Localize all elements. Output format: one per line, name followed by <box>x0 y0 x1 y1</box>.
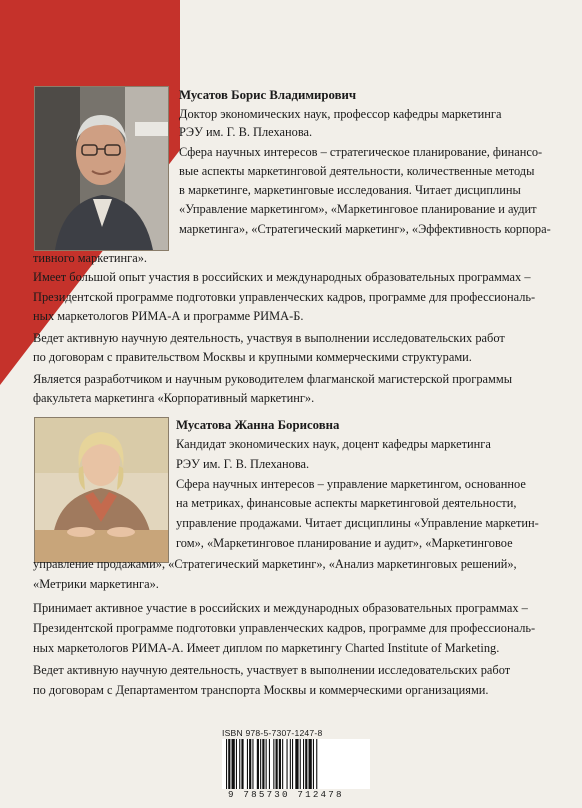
author2-bio-line: Ведет активную научную деятельность, участвует в выполнении исследовательских работ <box>33 663 511 677</box>
author1-bio-line: Имеет большой опыт участия в российских и международных образовательных программах – <box>33 270 531 284</box>
author2-bio-line: «Метрики маркетинга». <box>33 577 159 591</box>
author2-bio-line: Сфера научных интересов – управление маркетингом, основанное <box>176 477 526 491</box>
author2-name: Мусатова Жанна Борисовна <box>176 418 340 432</box>
author2-bio-line: Кандидат экономических наук, доцент кафедры маркетинга <box>176 437 491 451</box>
author1-bio-line: Сфера научных интересов – стратегическое планирование, финансо- <box>179 145 543 159</box>
author2-bio-line: управление продажами», «Стратегический маркетинг», «Анализ маркетинговых решений», <box>33 557 517 571</box>
author1-bio-line: «Управление маркетингом», «Маркетинговое планирование и аудит <box>179 202 537 216</box>
author1-bio-line: Доктор экономических наук, профессор кафедры маркетинга <box>179 107 502 121</box>
author1-bio-line: Президентской программе подготовки управленческих кадров, программе для профессиональ- <box>33 290 536 304</box>
isbn-barcode <box>222 728 370 800</box>
author1-bio-line: Ведет активную научную деятельность, участвуя в выполнении исследовательских работ <box>33 331 505 345</box>
barcode-number: 9 785730 712478 <box>228 789 344 800</box>
author1-name: Мусатов Борис Владимирович <box>179 88 357 102</box>
author2-bio-line: ных маркетологов РИМА-А. Имеет диплом по маркетингу Charted Institute of Marketing. <box>33 641 500 655</box>
author2-bio-line: управление продажами. Читает дисциплины «Управление маркетин- <box>176 516 539 530</box>
author1-bio-line: тивного маркетинга». <box>33 251 148 265</box>
barcode-bars <box>222 739 370 789</box>
author1-bio-line: Является разработчиком и научным руководителем флагманской магистерской программы <box>33 372 513 386</box>
isbn-label: ISBN 978-5-7307-1247-8 <box>222 728 323 738</box>
author1-bio-line: ных маркетологов РИМА-А и программе РИМА-Б. <box>33 309 304 323</box>
author1-bio-line: РЭУ им. Г. В. Плеханова. <box>179 125 313 139</box>
author2-bio-line: Принимает активное участие в российских и международных образовательных программах – <box>33 601 528 615</box>
author1-bio-line: факультета маркетинга «Корпоративный маркетинг». <box>33 391 315 405</box>
author1-bio-line: в маркетинге, маркетинговые исследования. Читает дисциплины <box>179 183 521 197</box>
author1-bio-line: вые аспекты маркетинговой деятельности, количественные методы <box>179 164 535 178</box>
author2-bio-line: РЭУ им. Г. В. Плеханова. <box>176 457 310 471</box>
author1-bio-line: по договорам с правительством Москвы и крупными коммерческими структурами. <box>33 350 472 364</box>
author1-bio-line: маркетинга», «Стратегический маркетинг», «Эффективность корпора- <box>179 222 551 236</box>
author2-bio-line: гом», «Маркетинговое планирование и аудит», «Маркетинговое <box>176 536 513 550</box>
author2-photo <box>34 417 169 563</box>
author2-bio-line: Президентской программе подготовки управленческих кадров, программе для профессиональ- <box>33 621 536 635</box>
author1-photo <box>34 86 169 251</box>
author2-bio-line: по договорам с Департаментом транспорта Москвы и коммерческими организациями. <box>33 683 489 697</box>
author2-bio-line: на метриках, финансовые аспекты маркетинговой деятельности, <box>176 496 517 510</box>
